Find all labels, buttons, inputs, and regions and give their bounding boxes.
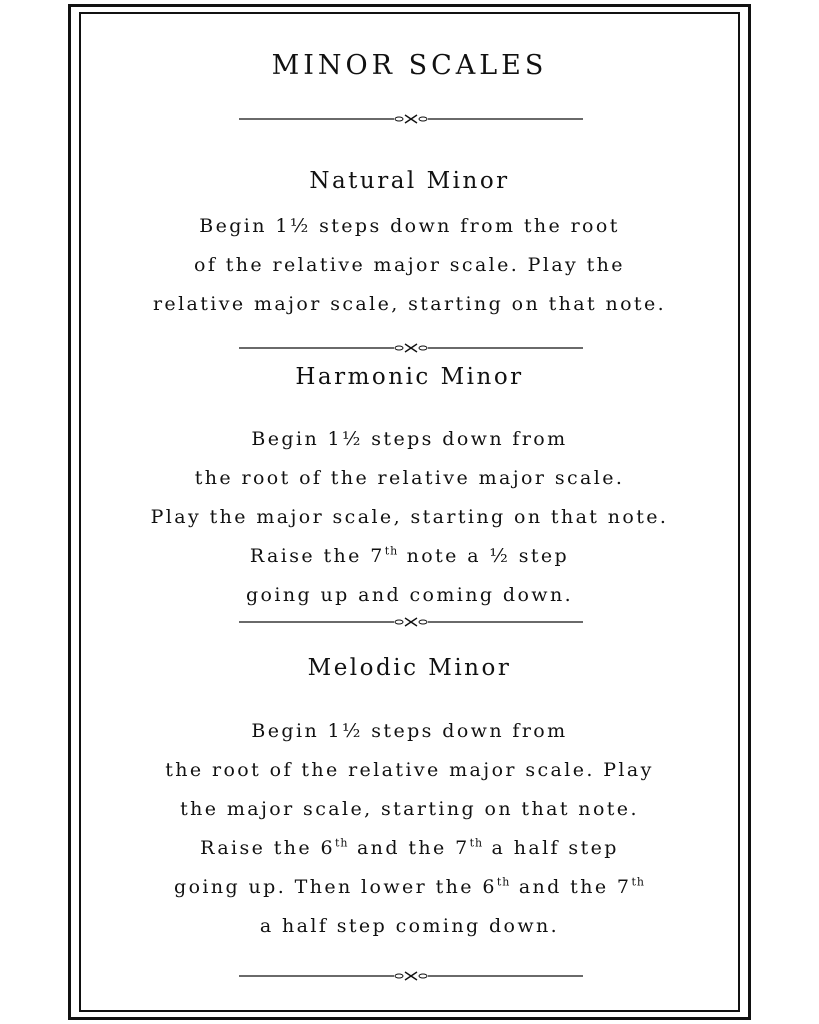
ornament-divider [239, 113, 583, 125]
ornament-divider [239, 342, 583, 354]
text-line: the root of the relative major scale. [194, 467, 625, 489]
harmonic-minor-heading: Harmonic Minor [295, 364, 524, 390]
melodic-minor-text [79, 712, 740, 946]
text-line: of the relative major scale. Play the [194, 254, 625, 276]
natural-minor-text [79, 207, 740, 324]
text-line: going up. Then lower the 6th and the 7th [174, 875, 645, 898]
ornament-divider [239, 616, 583, 628]
page-title: MINOR SCALES [271, 50, 548, 81]
text-line: Begin 1½ steps down from the root [199, 215, 620, 237]
text-line: the root of the relative major scale. Play [165, 759, 654, 781]
text-line: the major scale, starting on that note. [180, 798, 639, 820]
text-line: relative major scale, starting on that note. [152, 293, 667, 315]
text-line: Begin 1½ steps down from [251, 428, 568, 450]
text-line: Play the major scale, starting on that note. [150, 506, 669, 528]
text-line: Begin 1½ steps down from [251, 720, 568, 742]
melodic-minor-heading: Melodic Minor [307, 655, 512, 681]
ornament-divider [239, 970, 583, 982]
text-line: a half step coming down. [259, 915, 560, 937]
text-line: Raise the 7th note a ½ step [249, 544, 570, 567]
natural-minor-heading: Natural Minor [309, 168, 510, 194]
text-line: Raise the 6th and the 7th a half step [200, 836, 619, 859]
harmonic-minor-text [79, 420, 740, 615]
text-line: going up and coming down. [245, 584, 574, 606]
